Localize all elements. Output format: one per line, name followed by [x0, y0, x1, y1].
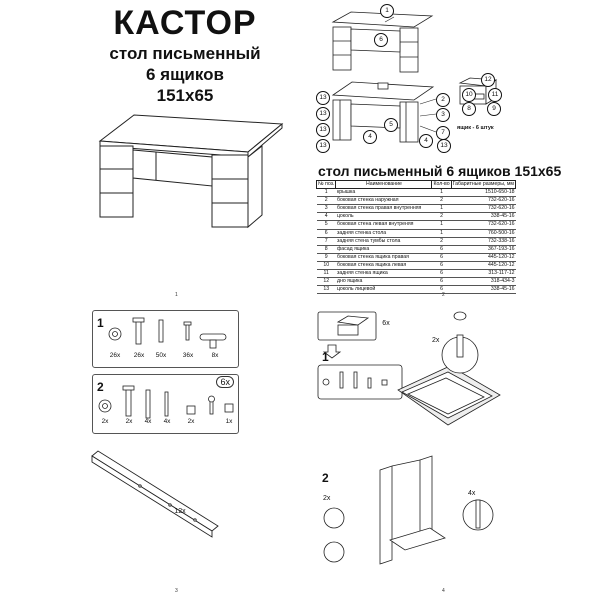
spec-position: 1	[317, 189, 336, 197]
page-number-1: 1	[175, 292, 178, 298]
callout-12: 12	[481, 73, 495, 87]
spec-qty: 6	[432, 278, 451, 286]
page-number-2: 2	[442, 292, 445, 298]
set2-count-4: 4x	[163, 418, 171, 425]
spec-dimensions: 732-620-16	[451, 221, 515, 229]
product-type: стол письменный	[109, 44, 261, 63]
spec-dimensions: 367-193-16	[451, 245, 515, 253]
callout-13-c: 13	[316, 123, 330, 137]
callout-13-b: 13	[316, 107, 330, 121]
set2-count-1: 2x	[101, 418, 109, 425]
step-1-number: 1	[322, 350, 329, 364]
spec-dimensions: 338-45-16	[451, 213, 515, 221]
spec-qty: 1	[432, 229, 451, 237]
set2-count-2: 2x	[125, 418, 133, 425]
spec-qty: 2	[432, 197, 451, 205]
set1-count-1: 26x	[109, 352, 121, 359]
spec-qty: 6	[432, 245, 451, 253]
callout-1: 1	[380, 4, 394, 18]
drawer-count-note: ящик - 6 штук	[457, 125, 494, 131]
spec-name: боковая стенка правая внутренняя	[336, 205, 432, 213]
callout-6: 6	[374, 33, 388, 47]
spec-position: 4	[317, 213, 336, 221]
spec-qty: 6	[432, 261, 451, 269]
callout-4: 4	[363, 130, 377, 144]
set2-count-3: 4x	[144, 418, 152, 425]
spec-qty: 1	[432, 205, 451, 213]
spec-qty: 6	[432, 286, 451, 294]
spec-position: 12	[317, 278, 336, 286]
spec-name: фасад ящика	[336, 245, 432, 253]
spec-name: боковая стенка наружная	[336, 197, 432, 205]
spec-qty: 2	[432, 213, 451, 221]
col-position: № поз.	[318, 181, 335, 187]
set1-count-2: 26x	[133, 352, 145, 359]
spec-dimensions: 313-117-12	[451, 270, 515, 278]
box-count: 6x	[382, 320, 390, 327]
set1-count-5: 8x	[211, 352, 219, 359]
col-name: Наименование	[336, 181, 432, 189]
spec-dimensions: 732-620-16	[451, 197, 515, 205]
col-qty: Кол-во	[433, 181, 450, 187]
spec-dimensions: 338-45-16	[451, 286, 515, 294]
spec-name: боковая стенка ящика левая	[336, 261, 432, 269]
spec-name: цоколь лицевой	[336, 286, 432, 294]
callout-3: 3	[436, 108, 450, 122]
spec-name: цоколь	[336, 213, 432, 221]
set1-count-3: 50x	[155, 352, 167, 359]
callout-13-e: 13	[437, 139, 451, 153]
spec-position: 11	[317, 270, 336, 278]
spec-name: задняя стенка ящика	[336, 270, 432, 278]
page-number-4: 4	[442, 588, 445, 594]
spec-position: 13	[317, 286, 336, 294]
product-size: 151х65	[156, 86, 214, 105]
callout-4-b: 4	[419, 134, 433, 148]
step2-multiplier-left: 2x	[323, 495, 331, 502]
rail-count: 12x	[174, 508, 186, 515]
spec-position: 2	[317, 197, 336, 205]
spec-qty: 6	[432, 253, 451, 261]
spec-dimensions: 732-620-16	[451, 205, 515, 213]
spec-qty: 1	[432, 189, 451, 197]
step1-multiplier: 2x	[432, 337, 440, 344]
callout-11: 11	[488, 88, 502, 102]
spec-position: 8	[317, 245, 336, 253]
spec-qty: 6	[432, 270, 451, 278]
set-number-1: 1	[97, 316, 104, 330]
spec-title: стол письменный 6 ящиков 151х65	[318, 163, 562, 179]
set2-count-5: 2x	[187, 418, 195, 425]
spec-name: боковая стенка ящика правая	[336, 253, 432, 261]
spec-name: задняя стенка стола	[336, 229, 432, 237]
set2-multiplier: 6x	[216, 376, 234, 388]
spec-dimensions: 732-338-16	[451, 237, 515, 245]
brand-title: КАСТОР	[113, 4, 257, 42]
spec-dimensions: 445-120-12	[451, 261, 515, 269]
callout-8: 8	[462, 102, 476, 116]
spec-position: 10	[317, 261, 336, 269]
step-2-number: 2	[322, 471, 329, 485]
spec-position: 9	[317, 253, 336, 261]
callout-10: 10	[462, 88, 476, 102]
spec-position: 7	[317, 237, 336, 245]
callout-9: 9	[487, 102, 501, 116]
spec-name: крышка	[336, 189, 432, 197]
set-number-2: 2	[97, 380, 104, 394]
callout-13-a: 13	[316, 91, 330, 105]
spec-qty: 2	[432, 237, 451, 245]
spec-name: задняя стена тумбы стола	[336, 237, 432, 245]
product-drawers: 6 ящиков	[145, 65, 224, 84]
set1-count-4: 36x	[182, 352, 194, 359]
page-number-3: 3	[175, 588, 178, 594]
spec-position: 5	[317, 221, 336, 229]
spec-dimensions: 318-434-3	[451, 278, 515, 286]
spec-name: дно ящика	[336, 278, 432, 286]
spec-position: 6	[317, 229, 336, 237]
callout-7: 7	[436, 126, 450, 140]
step2-multiplier-right: 4x	[468, 490, 476, 497]
spec-dimensions: 445-120-12	[451, 253, 515, 261]
spec-dimensions: 1510-650-18	[451, 189, 515, 197]
spec-dimensions: 760-500-16	[451, 229, 515, 237]
spec-position: 3	[317, 205, 336, 213]
spec-name: боковая стена левая внутреняя	[336, 221, 432, 229]
col-dimensions: Габаритные размеры, мм	[452, 181, 514, 187]
callout-13-d: 13	[316, 139, 330, 153]
callout-2: 2	[436, 93, 450, 107]
set2-count-6: 1x	[225, 418, 233, 425]
callout-5: 5	[384, 118, 398, 132]
spec-qty: 1	[432, 221, 451, 229]
